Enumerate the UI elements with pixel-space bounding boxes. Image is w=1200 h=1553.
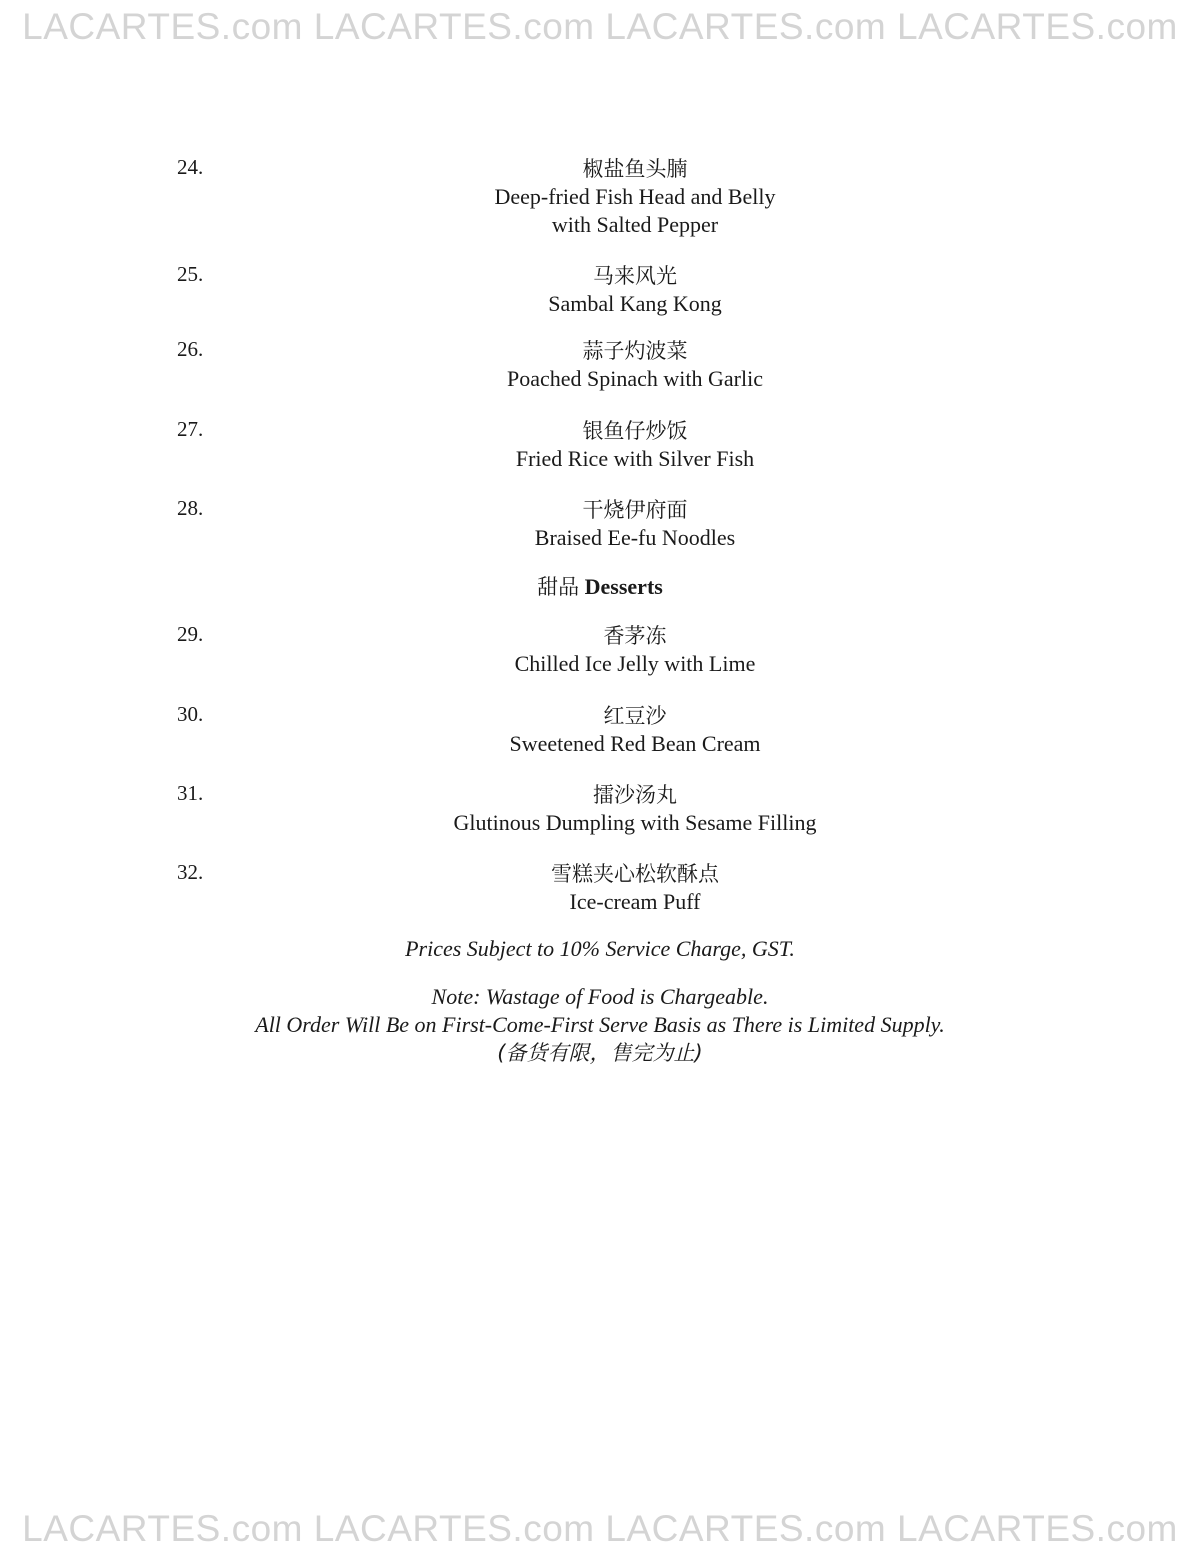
section-heading-english: Desserts bbox=[584, 574, 663, 599]
item-number: 27. bbox=[177, 417, 204, 441]
limited-supply-note-chinese: (备货有限，售完为止) bbox=[497, 1041, 703, 1065]
item-number: 28. bbox=[177, 496, 204, 520]
item-name-english-line-2: with Salted Pepper bbox=[551, 212, 719, 237]
wastage-note: Note: Wastage of Food is Chargeable. bbox=[431, 984, 769, 1009]
item-number: 25. bbox=[177, 262, 204, 286]
item-name-english: Chilled Ice Jelly with Lime bbox=[514, 651, 756, 676]
item-number: 26. bbox=[177, 337, 204, 361]
item-name-english: Braised Ee-fu Noodles bbox=[534, 525, 736, 550]
item-name-chinese: 红豆沙 bbox=[603, 704, 667, 728]
price-note: Prices Subject to 10% Service Charge, GST. bbox=[405, 936, 795, 961]
order-basis-note: All Order Will Be on First-Come-First Serve Basis as There is Limited Supply. bbox=[255, 1012, 945, 1037]
item-name-english: Deep-fried Fish Head and Belly bbox=[494, 184, 776, 209]
item-name-chinese: 雪糕夹心松软酥点 bbox=[551, 862, 719, 886]
item-number: 24. bbox=[177, 155, 204, 179]
item-number: 30. bbox=[177, 702, 204, 726]
item-name-english: Ice-cream Puff bbox=[569, 889, 701, 914]
item-name-english: Fried Rice with Silver Fish bbox=[515, 446, 755, 471]
item-name-english: Sambal Kang Kong bbox=[548, 291, 722, 316]
item-name-english: Glutinous Dumpling with Sesame Filling bbox=[453, 810, 817, 835]
item-name-chinese: 擂沙汤丸 bbox=[593, 783, 677, 807]
item-name-chinese: 椒盐鱼头腩 bbox=[582, 157, 688, 181]
order-notes bbox=[0, 983, 1200, 1067]
item-name-chinese: 蒜子灼波菜 bbox=[582, 339, 688, 363]
watermark-bottom: LACARTES.com LACARTES.com LACARTES.com LACARTES.com bbox=[22, 1508, 1178, 1549]
item-name-english: Sweetened Red Bean Cream bbox=[509, 731, 761, 756]
item-number: 29. bbox=[177, 622, 204, 646]
section-heading-desserts bbox=[0, 571, 1200, 601]
item-number: 32. bbox=[177, 860, 204, 884]
item-name-chinese: 马来风光 bbox=[593, 264, 677, 288]
item-name-chinese: 干烧伊府面 bbox=[582, 498, 688, 522]
item-name-english: Poached Spinach with Garlic bbox=[507, 366, 763, 391]
item-name-chinese: 香茅冻 bbox=[603, 624, 667, 648]
item-number: 31. bbox=[177, 781, 204, 805]
item-name-chinese: 银鱼仔炒饭 bbox=[582, 419, 688, 443]
section-heading-chinese: 甜品 bbox=[537, 575, 580, 599]
watermark-top: LACARTES.com LACARTES.com LACARTES.com LACARTES.com bbox=[22, 6, 1178, 47]
